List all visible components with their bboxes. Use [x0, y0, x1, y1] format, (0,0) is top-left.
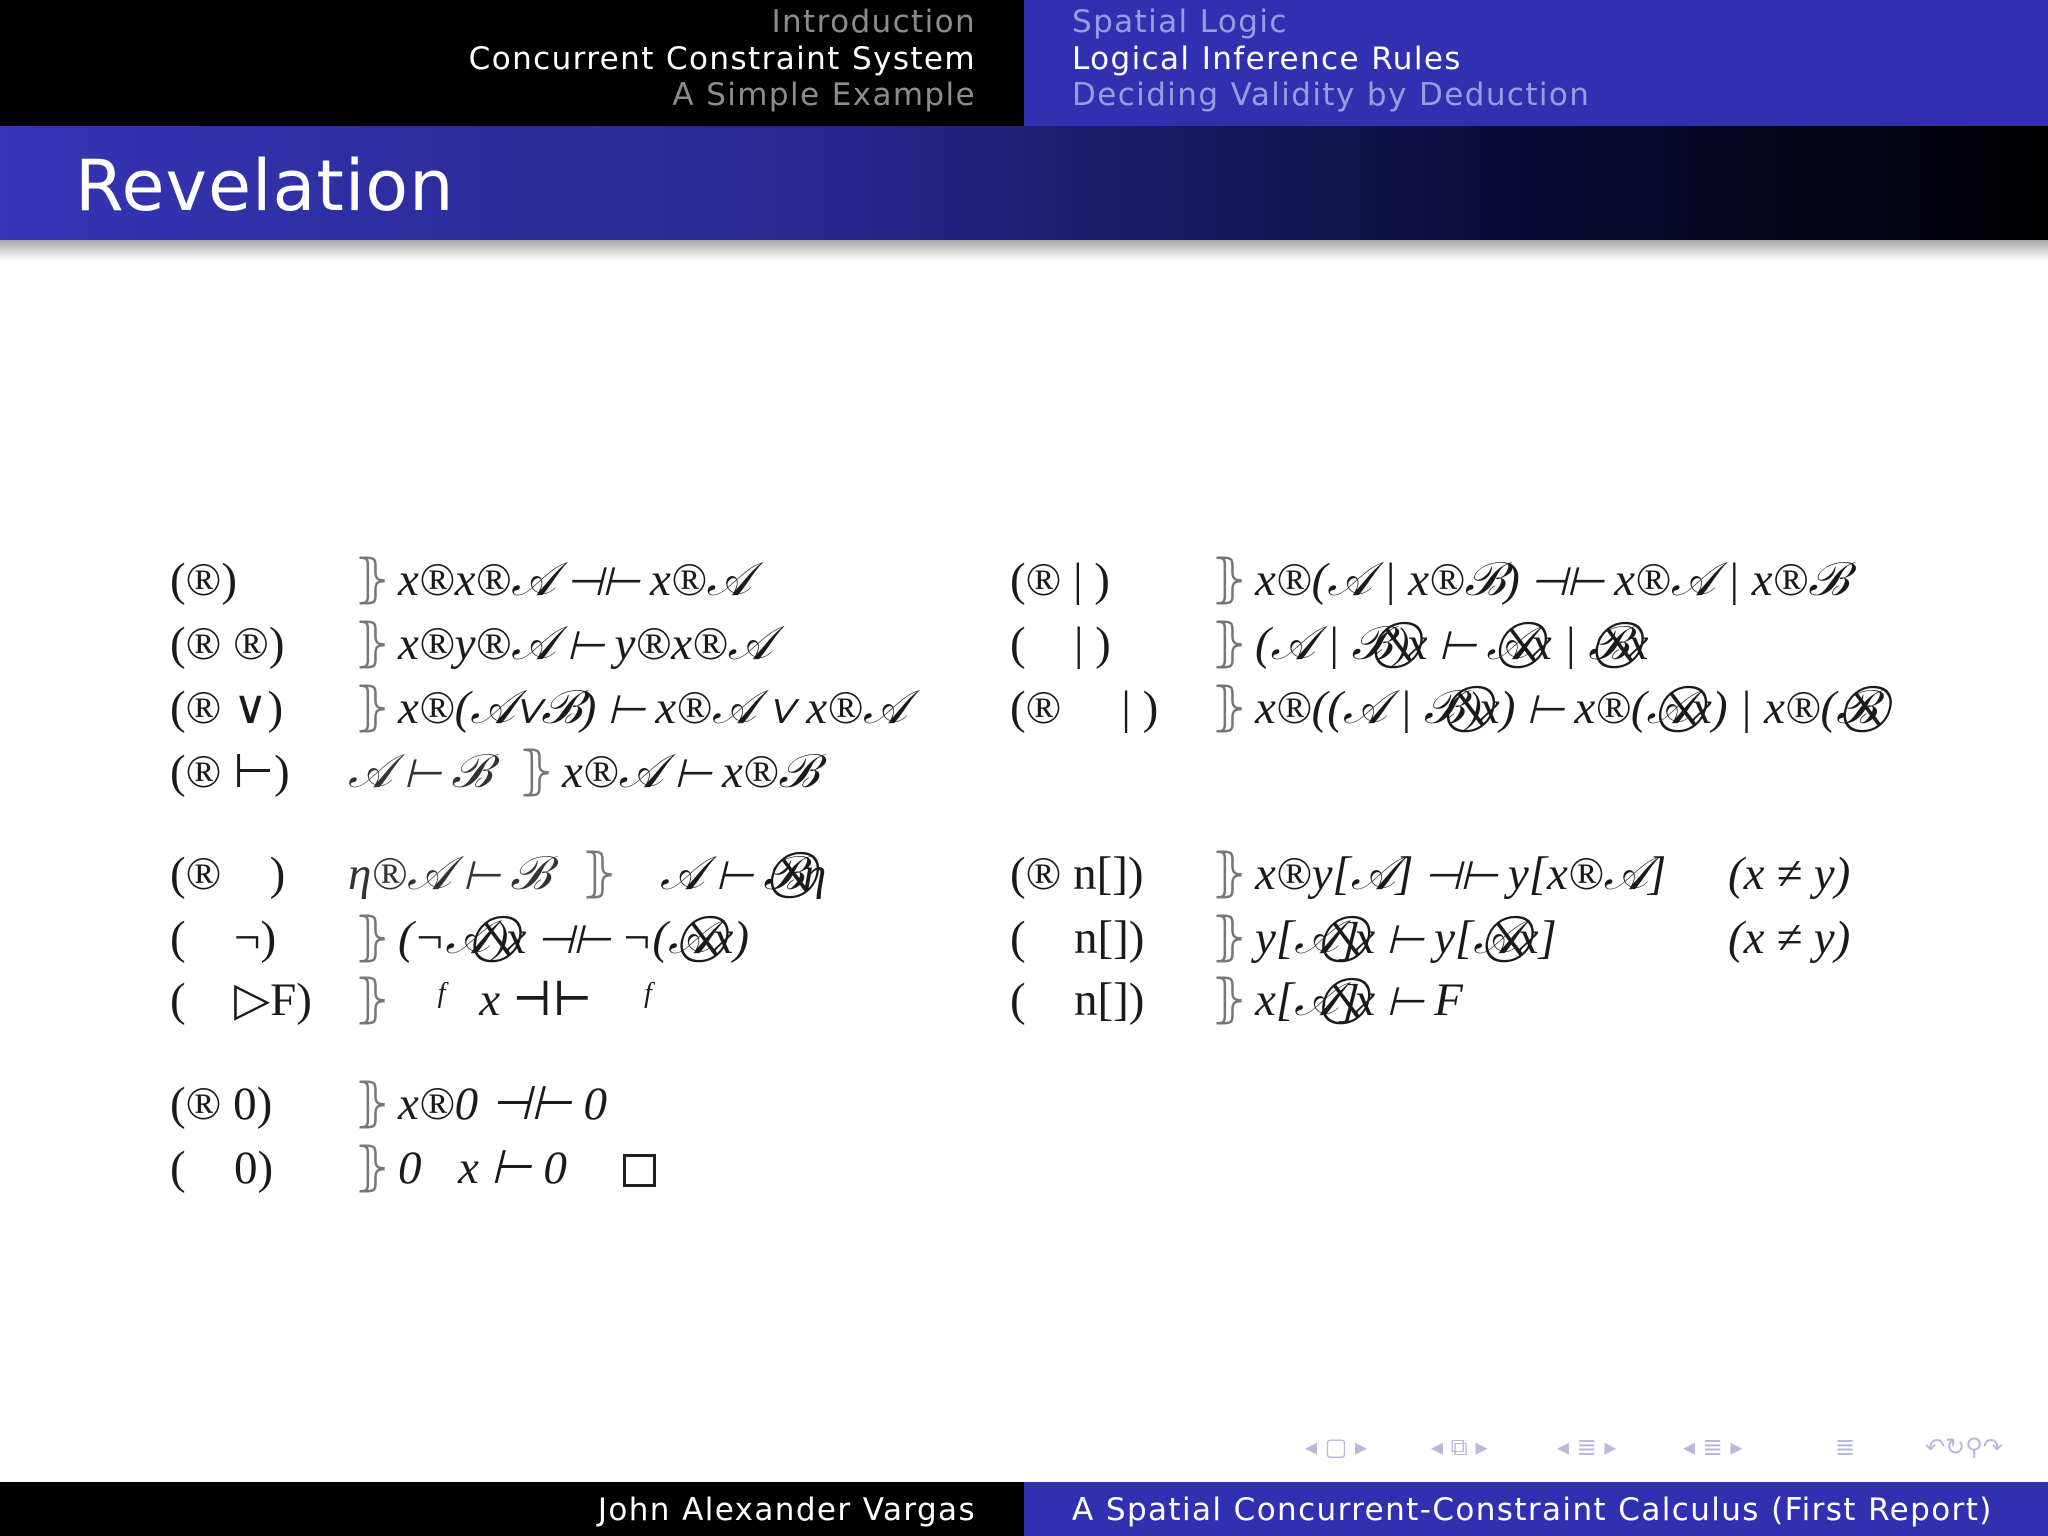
rule-separator: ⦄	[353, 1075, 392, 1132]
rule-label: (⃠ ▷F)	[170, 974, 312, 1026]
rule-row	[1010, 676, 2048, 740]
headline	[0, 0, 2048, 126]
nav-document-icon[interactable]: ≣	[1835, 1433, 1856, 1461]
nav-section-introduction[interactable]: Introduction	[771, 4, 976, 40]
rule-conclusion: x®(𝒜 | x®ℬ) ⊣⊢ x®𝒜 | x®ℬ	[1255, 554, 1848, 606]
rule-separator: ⦄	[353, 1139, 392, 1196]
rule-label: (® n[])	[1010, 848, 1144, 900]
rule-separator: ⦄	[1210, 551, 1249, 608]
nav-section-icon[interactable]: ◂ ≣ ▸	[1683, 1433, 1743, 1461]
footline	[0, 1482, 2048, 1536]
rule-label: (⃠ n[])	[1010, 974, 1145, 1026]
section-nav	[0, 0, 1024, 126]
rule-premise: η®𝒜 ⊢ ℬ	[348, 848, 550, 900]
nav-section-simple-example[interactable]: A Simple Example	[672, 77, 976, 113]
rule-label: (® 0)	[170, 1078, 273, 1130]
rule-label: (®)	[170, 554, 238, 606]
rule-separator: ⦄	[353, 679, 392, 736]
rule-separator: ⦄	[1210, 615, 1249, 672]
rule-label: (⃠ | )	[1010, 618, 1111, 670]
rule-label: (® ⃠)	[170, 848, 286, 900]
rule-separator: ⦄	[353, 971, 392, 1028]
footer-author: John Alexander Vargas	[597, 1492, 976, 1528]
rule-separator: ⦄	[1210, 679, 1249, 736]
rule-separator: ⦄	[353, 551, 392, 608]
rule-label: (⃠ 0)	[170, 1142, 274, 1194]
nav-frame-icon[interactable]: ◂ ⧉ ▸	[1431, 1433, 1488, 1461]
rule-conclusion: x®y[𝒜] ⊣⊢ y[x®𝒜]	[1255, 848, 1667, 900]
rule-conclusion: x[𝒜]⃠x ⊢ F	[1255, 974, 1463, 1026]
side-condition: (x ≠ y)	[1728, 912, 1851, 964]
nav-subsection-icon[interactable]: ◂ ≣ ▸	[1557, 1433, 1617, 1461]
rule-label: (® ∨)	[170, 682, 284, 734]
rule-label: (® ⊢)	[170, 746, 290, 798]
title-shadow	[0, 240, 2048, 260]
rule-separator: ⦄	[1210, 971, 1249, 1028]
rule-conclusion: (𝒜 | ℬ)⃠x ⊢ 𝒜⃠x | ℬ⃠x	[1255, 618, 1649, 670]
rule-label: (⃠ n[])	[1010, 912, 1145, 964]
nav-search-icon[interactable]: ↶↻⚲↷	[1925, 1433, 2003, 1461]
footline-left	[0, 1482, 1024, 1536]
rule-conclusion: x®0 ⊣⊢ 0	[398, 1078, 607, 1130]
rule-separator: ⦄	[1210, 845, 1249, 902]
nav-slide-icon[interactable]: ◂ ▢ ▸	[1305, 1433, 1368, 1461]
rule-separator: ⦄	[353, 615, 392, 672]
rule-conclusion: x®(𝒜∨ℬ) ⊢ x®𝒜 ∨ x®𝒜	[398, 682, 908, 734]
rule-premise: 𝒜 ⊢ ℬ	[348, 746, 491, 798]
nav-subsection-spatial-logic[interactable]: Spatial Logic	[1072, 4, 1288, 40]
section-list	[469, 4, 976, 114]
subsection-list	[1072, 4, 1590, 114]
rule-separator: ⦄	[1210, 909, 1249, 966]
footline-right	[1024, 1482, 2048, 1536]
side-condition: (x ≠ y)	[1728, 848, 1851, 900]
frame-title-bar	[0, 126, 2048, 240]
footer-title: A Spatial Concurrent-Constraint Calculus (First Report)	[1072, 1492, 1993, 1528]
subsection-nav	[1024, 0, 2048, 126]
qed-box	[623, 1154, 656, 1187]
rule-label: (® | )	[1010, 554, 1110, 606]
rule-conclusion: x®((𝒜 | ℬ)⃠x) ⊢ x®(𝒜⃠x) | x®(ℬ⃠	[1255, 682, 1876, 734]
rule-conclusion: 0⃠x ⊢ 0	[398, 1142, 567, 1194]
nav-subsection-logical-inference-rules[interactable]: Logical Inference Rules	[1072, 40, 1462, 77]
rule-separator: ⦄	[580, 845, 619, 902]
rule-conclusion: (¬𝒜)⃠x ⊣⊢ ¬(𝒜⃠x)	[398, 912, 750, 964]
rule-conclusion: x®x®𝒜 ⊣⊢ x®𝒜	[398, 554, 752, 606]
rule-separator: ⦄	[517, 743, 556, 800]
nav-section-concurrent-constraint-system[interactable]: Concurrent Constraint System	[468, 40, 976, 77]
rule-conclusion: x®𝒜 ⊢ x®ℬ	[562, 746, 819, 798]
rule-conclusion: 𝒜ᶠ⃠x ⊣⊢ 𝒜ᶠ	[398, 974, 650, 1026]
rule-label: (⃠ ¬)	[170, 912, 277, 964]
rule-conclusion: 𝒜 ⊢ ℬ⃠η	[660, 848, 827, 900]
rule-label: (® ⃠ | )	[1010, 682, 1159, 734]
rule-separator: ⦄	[353, 909, 392, 966]
rule-label: (® ®)	[170, 618, 285, 670]
rule-conclusion: x®y®𝒜 ⊢ y®x®𝒜	[398, 618, 773, 670]
frame-title: Revelation	[75, 145, 455, 227]
rule-conclusion: y[𝒜]⃠x ⊢ y[𝒜⃠x]	[1255, 912, 1557, 964]
nav-subsection-deciding-validity[interactable]: Deciding Validity by Deduction	[1072, 77, 1591, 113]
